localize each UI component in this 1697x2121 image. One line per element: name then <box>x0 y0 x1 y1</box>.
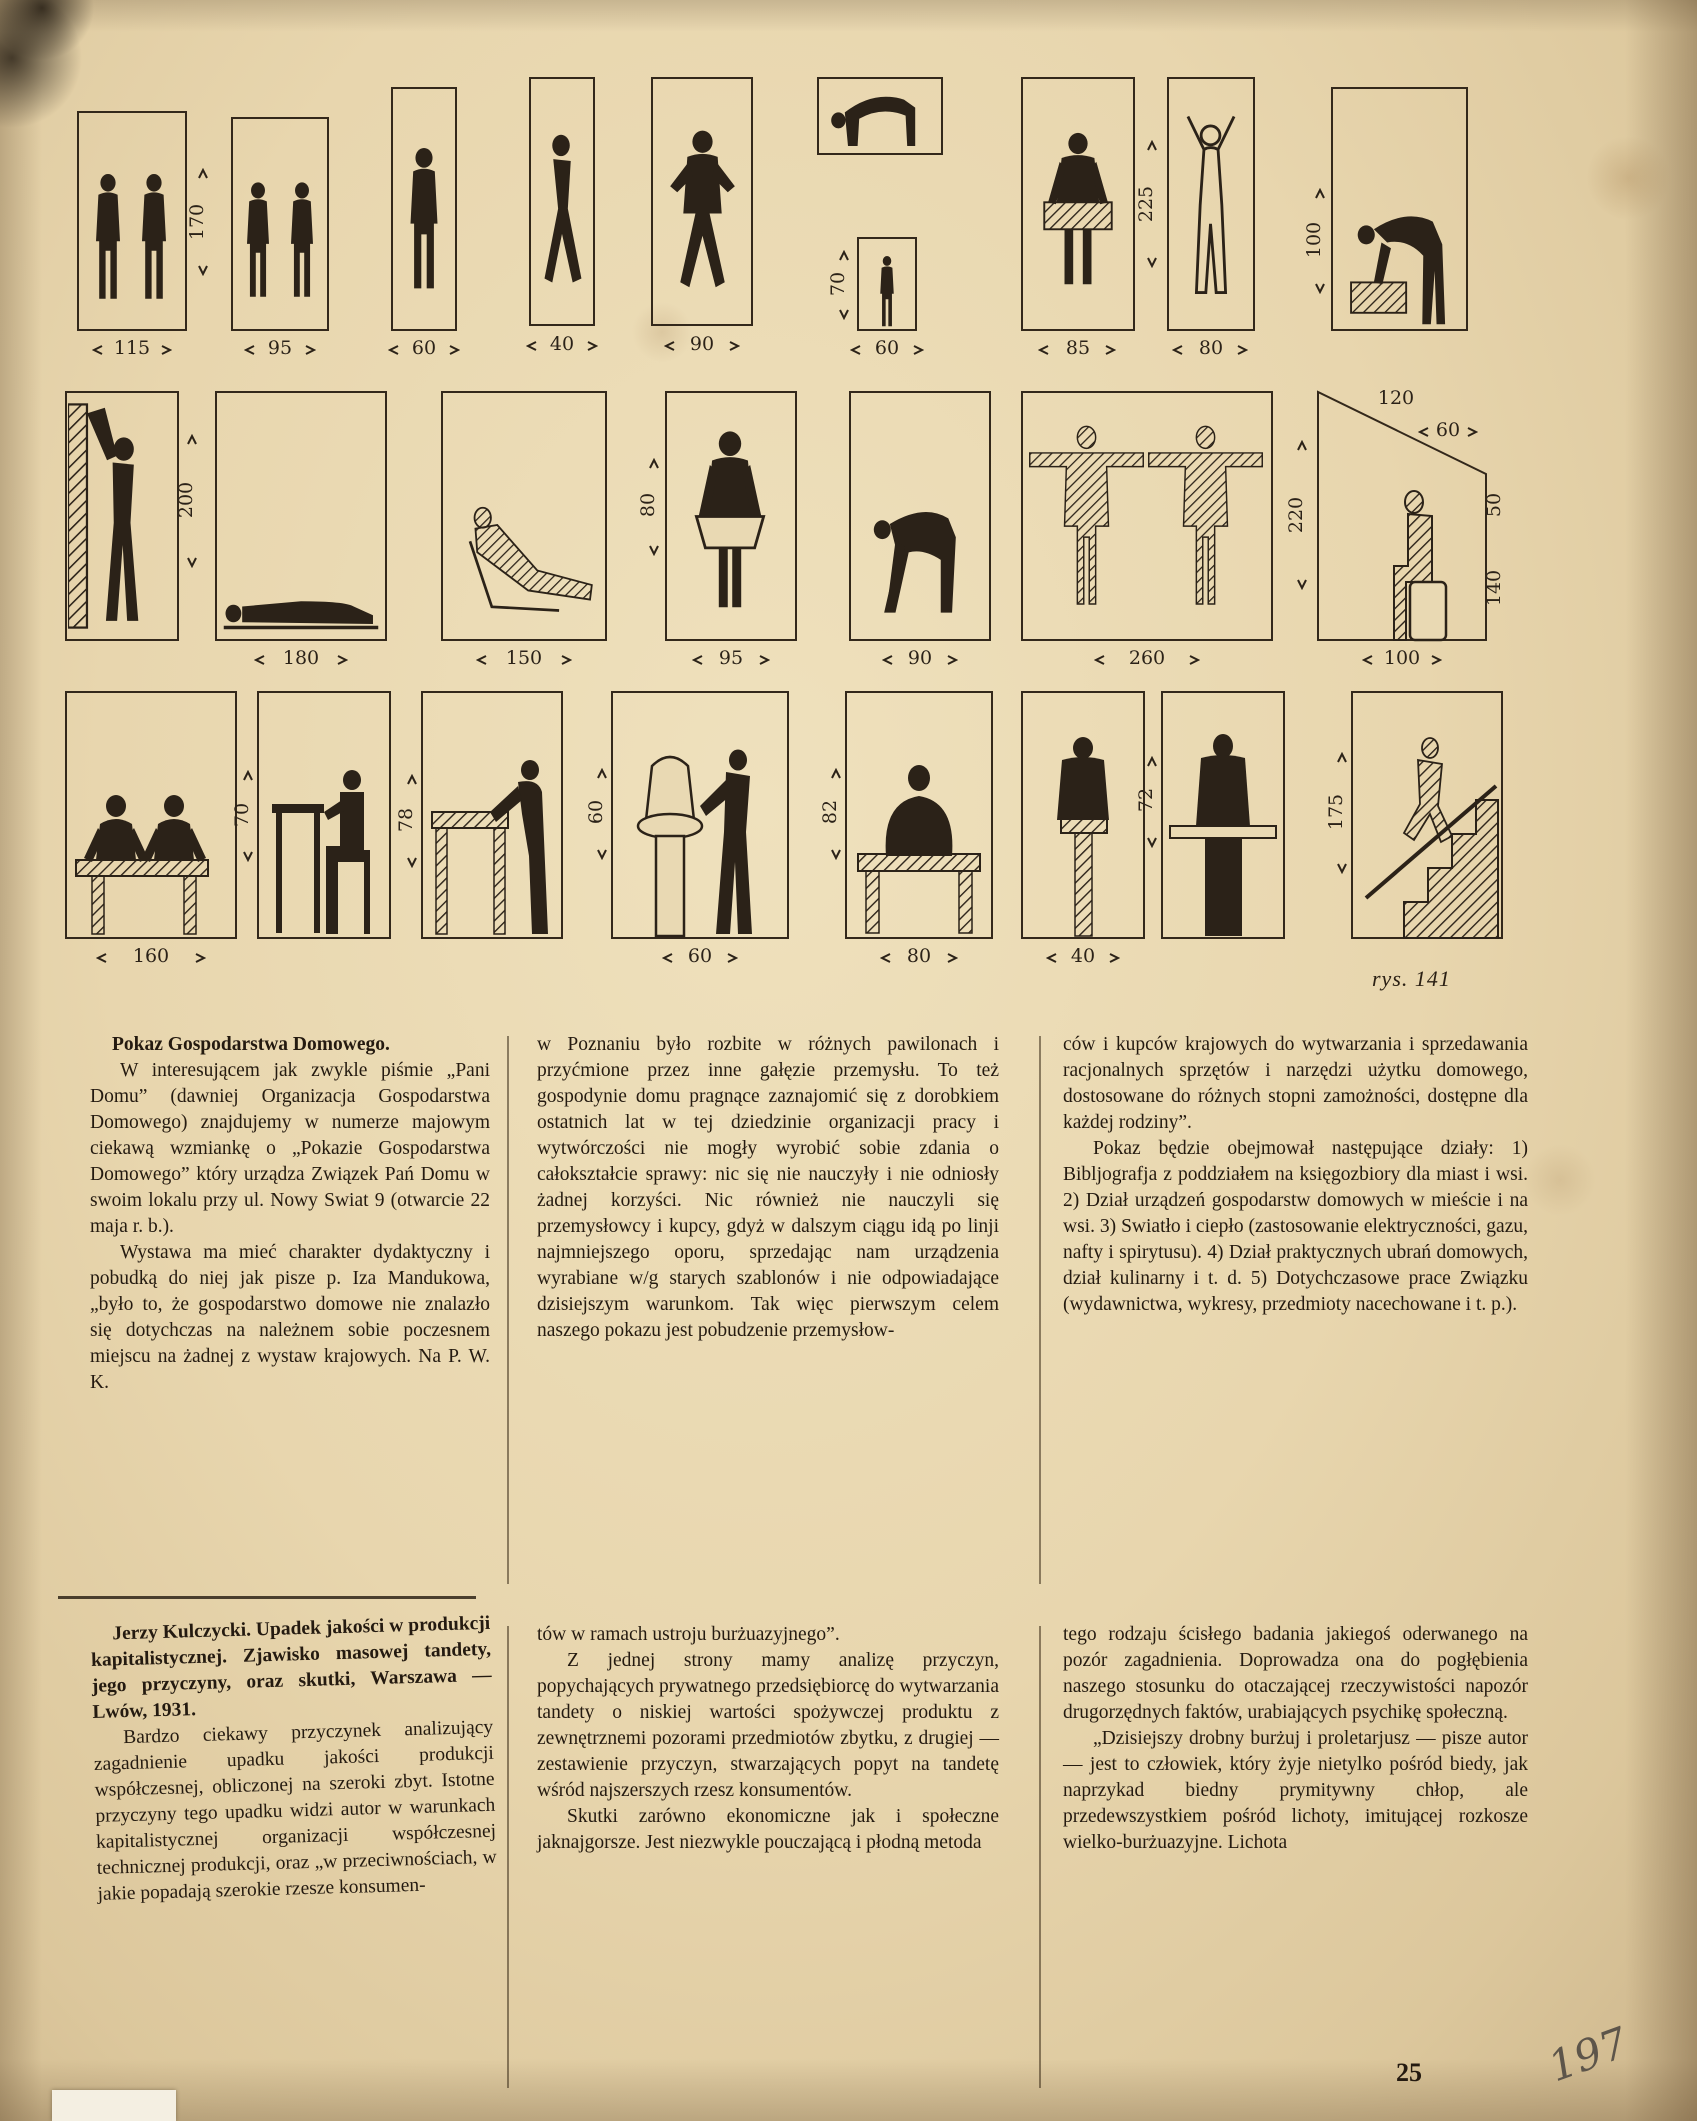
paragraph: Pokaz będzie obejmował następujące działy: 1) Bibljografja z poddziałem na księgozbiory dla miast i wsi. 2) Dział urządzeń gospodarstw domowych w mieście i na wsi. 3) Swiatło i ciepło (zastosowanie elektryczności, gazu, nafty i spirytusu). 4) Dział praktycznych ubrań domowych, dział kulinarny i t. d. 5) Dotychczasowe prace Związku (wydawnictwa, wykresy, przedmioty nacechowane i t. p.). <box>1063 1138 1528 1315</box>
paragraph: Bardzo ciekawy przyczynek analizujący zagadnienie upadku jakości produkcji współczesnej, obliczonej na szeroki zbyt. Istotne przyczyny tego upadku widzi autor w warunkach kapitalistycznej organizacji współczesnej technicznej produkcji, oraz „w przeciwnościach, w jakie popadają szerokie rzesze konsumen- <box>93 1716 498 1905</box>
paragraph: „Dzisiejszy drobny burżuj i proletarjusz — pisze autor — jest to człowiek, który żyje nietylko pośród biedy, jak naprzykad biedny prymitywny chłop, ale przedewszystkiem pośród lichoty, imitującej rozkosze wielko-burżuazyjne. Lichota <box>1063 1728 1528 1853</box>
diagram-climbing-stairs <box>1325 692 1502 938</box>
diagram-arms-raised <box>1135 78 1254 359</box>
dim-label: 60 <box>874 337 900 359</box>
dim-label: 85 <box>1065 337 1091 359</box>
article-1-column-1 <box>90 1032 490 1396</box>
label-sticker <box>52 2090 176 2121</box>
dim-label: 70 <box>827 271 849 297</box>
diagram-holding-basket-low <box>637 392 796 669</box>
dim-label: 120 <box>1377 387 1415 409</box>
dim-label: 170 <box>186 203 208 241</box>
column-divider <box>1039 1626 1041 2088</box>
dim-label: 100 <box>1303 221 1325 259</box>
diagram-standing-pair-95 <box>232 118 328 359</box>
dim-label: 70 <box>231 802 253 828</box>
paragraph: w Poznaniu było rozbite w różnych pawilonach i przyćmione przez inne gałęzie przemysłu. To też gospodynie domu pragnące zaznajomić się z dorobkiem ostatnich lat w tej dziedzinie organizacji pracy i wytwórczości nie mogły wyrobić sobie zdania o całokształcie sprawy: nic się nie nauczyły i nie odniosły żadnej korzyści. Nic również nie nauczyli się przemysłowcy i kupcy, gdyż w dalszym ciągu idą po linji najmniejszego oporu, sprzedając nam urządzenia wyrabiane w/g starych szablonów i nie odpowiadające dzisiejszym warunkom. Tak więc pierwszym celem naszego pokazu jest pobudzenie przemysłow- <box>537 1034 999 1341</box>
dim-label: 200 <box>175 481 197 519</box>
paragraph: tów w ramach ustroju burżuazyjnego”. <box>537 1624 840 1645</box>
diagram-behind-table <box>1135 692 1284 938</box>
diagram-standing-pair-115 <box>78 112 208 359</box>
diagram-seated-at-desk <box>231 692 390 938</box>
dim-label: 82 <box>819 799 841 825</box>
diagram-leaning-on-table <box>395 692 562 938</box>
dim-label: 100 <box>1383 647 1421 669</box>
dim-label: 95 <box>267 337 293 359</box>
diagram-crawling-and-child <box>818 78 942 359</box>
dim-label: 40 <box>1070 945 1096 967</box>
column-divider <box>1039 1036 1041 1584</box>
railing <box>76 860 208 876</box>
diagram-bending-over <box>1303 88 1467 330</box>
dim-label: 60 <box>1435 419 1461 441</box>
dim-label: 95 <box>718 647 744 669</box>
article-1-title: Pokaz Gospodarstwa Domowego. <box>112 1034 390 1055</box>
paragraph: ców i kupców krajowych do wytwarzania i sprzedawania racjonalnych sprzętów i narzędzi użytku domowego, dostosowane do różnych stopni zamożności, dostępne dla każdej rodziny”. <box>1063 1034 1528 1133</box>
article-2-column-2 <box>537 1622 999 1856</box>
dim-label: 225 <box>1135 185 1157 223</box>
dim-label: 60 <box>687 945 713 967</box>
column-divider <box>507 1036 509 1584</box>
paragraph: Skutki zarówno ekonomiczne jak i społeczne jaknajgorsze. Jest niezwykle pouczającą i płodną metoda <box>537 1806 999 1853</box>
section-divider <box>58 1596 476 1599</box>
handwritten-note: 197 <box>1542 2017 1635 2092</box>
article-2-column-3 <box>1063 1622 1528 1856</box>
dim-label: 50 <box>1483 492 1505 518</box>
dim-label: 80 <box>637 492 659 518</box>
figure-caption: rys. 141 <box>1372 966 1451 991</box>
article-2-title: Jerzy Kulczycki. Upadek jakości w produkcji kapitalistycznej. Zjawisko masowej tandety, jego przyczyny, oraz skutki, Warszawa — Lwów, 1931. <box>90 1612 492 1723</box>
article-2-column-1 <box>90 1611 498 1908</box>
diagram-at-counter <box>1022 692 1144 967</box>
dim-label: 220 <box>1285 496 1307 534</box>
ergonomic-diagrams <box>0 0 1697 1000</box>
page-number: 25 <box>1396 2058 1422 2087</box>
paragraph: W interesującem jak zwykle piśmie „Pani Domu” (dawniej Organizacja Gospodarstwa Domowego) znajdujemy w numerze majowym ciekawą wzmiankę o „Pokazie Gospodarstwa Domowego” który urządza Związek Pań Domu w swoim lokalu przy ul. Nowy Swiat 9 (otwarcie 22 maja r. b.). <box>90 1060 490 1237</box>
dim-label: 72 <box>1135 787 1157 813</box>
diagram-toilet-sloped-ceiling <box>1285 387 1505 669</box>
diagram-stooping-90 <box>850 392 990 669</box>
article-1-column-2 <box>537 1032 999 1344</box>
dim-label: 80 <box>906 945 932 967</box>
dim-label: 150 <box>505 647 543 669</box>
dim-label: 60 <box>411 337 437 359</box>
diagram-seated-at-table <box>819 692 992 967</box>
diagram-pair-at-railing <box>66 692 236 967</box>
dim-label: 175 <box>1325 793 1347 831</box>
paragraph: Wystawa ma mieć charakter dydaktyczny i pobudką do niej jak pisze p. Iza Mandukowa, „było to, że gospodarstwo domowe nie znalazło się dotychczas na należnem sobie poczesnem miejscu na żadnej z wystaw krajowych. Na P. W. K. <box>90 1242 490 1393</box>
paragraph: tego rodzaju ścisłego badania jakiegoś oderwanego na pozór zagadnienia. Doprowadza ona do pogłębienia naszego stosunku do otaczającej rzeczywistości napozór drugorzędnych faktów, urabiających psychikę społeczną. <box>1063 1624 1528 1723</box>
diagram-akimbo-90 <box>652 78 752 355</box>
dim-label: 260 <box>1128 647 1166 669</box>
diagram-lying-180 <box>216 392 386 669</box>
diagram-carrying-basket-85 <box>1022 78 1134 359</box>
dim-label: 115 <box>113 337 151 359</box>
diagram-at-washstand <box>585 692 788 967</box>
dim-label: 80 <box>1198 337 1224 359</box>
jug <box>646 757 694 820</box>
diagram-reclining-150 <box>442 392 606 669</box>
dim-label: 160 <box>132 945 170 967</box>
dim-label: 90 <box>689 333 715 355</box>
column-divider <box>507 1626 509 2088</box>
basin <box>638 814 702 838</box>
dim-label: 40 <box>549 333 575 355</box>
diagram-reaching-up-200 <box>66 392 197 640</box>
dim-label: 180 <box>282 647 320 669</box>
diagram-walking-40 <box>528 78 596 355</box>
article-1-column-3 <box>1063 1032 1528 1318</box>
toilet <box>1410 582 1446 640</box>
diagram-arms-outstretched-pair <box>1022 392 1272 669</box>
dim-label: 140 <box>1483 569 1505 607</box>
paragraph: Z jednej strony mamy analizę przyczyn, popychających prywatnego przedsiębiorcę do wytwarzania tandety o niskiej wartości spożywczej produktu z zewnętrznemi pozorami przedmiotów zbytku, z drugiej — zestawienie przyczyn, stwarzających popyt na tandetę wśród najszerszych rzesz konsumentów. <box>537 1650 999 1801</box>
dim-label: 78 <box>395 807 417 833</box>
dim-label: 90 <box>907 647 933 669</box>
dim-label: 60 <box>585 799 607 825</box>
diagram-standing-60 <box>390 88 458 359</box>
